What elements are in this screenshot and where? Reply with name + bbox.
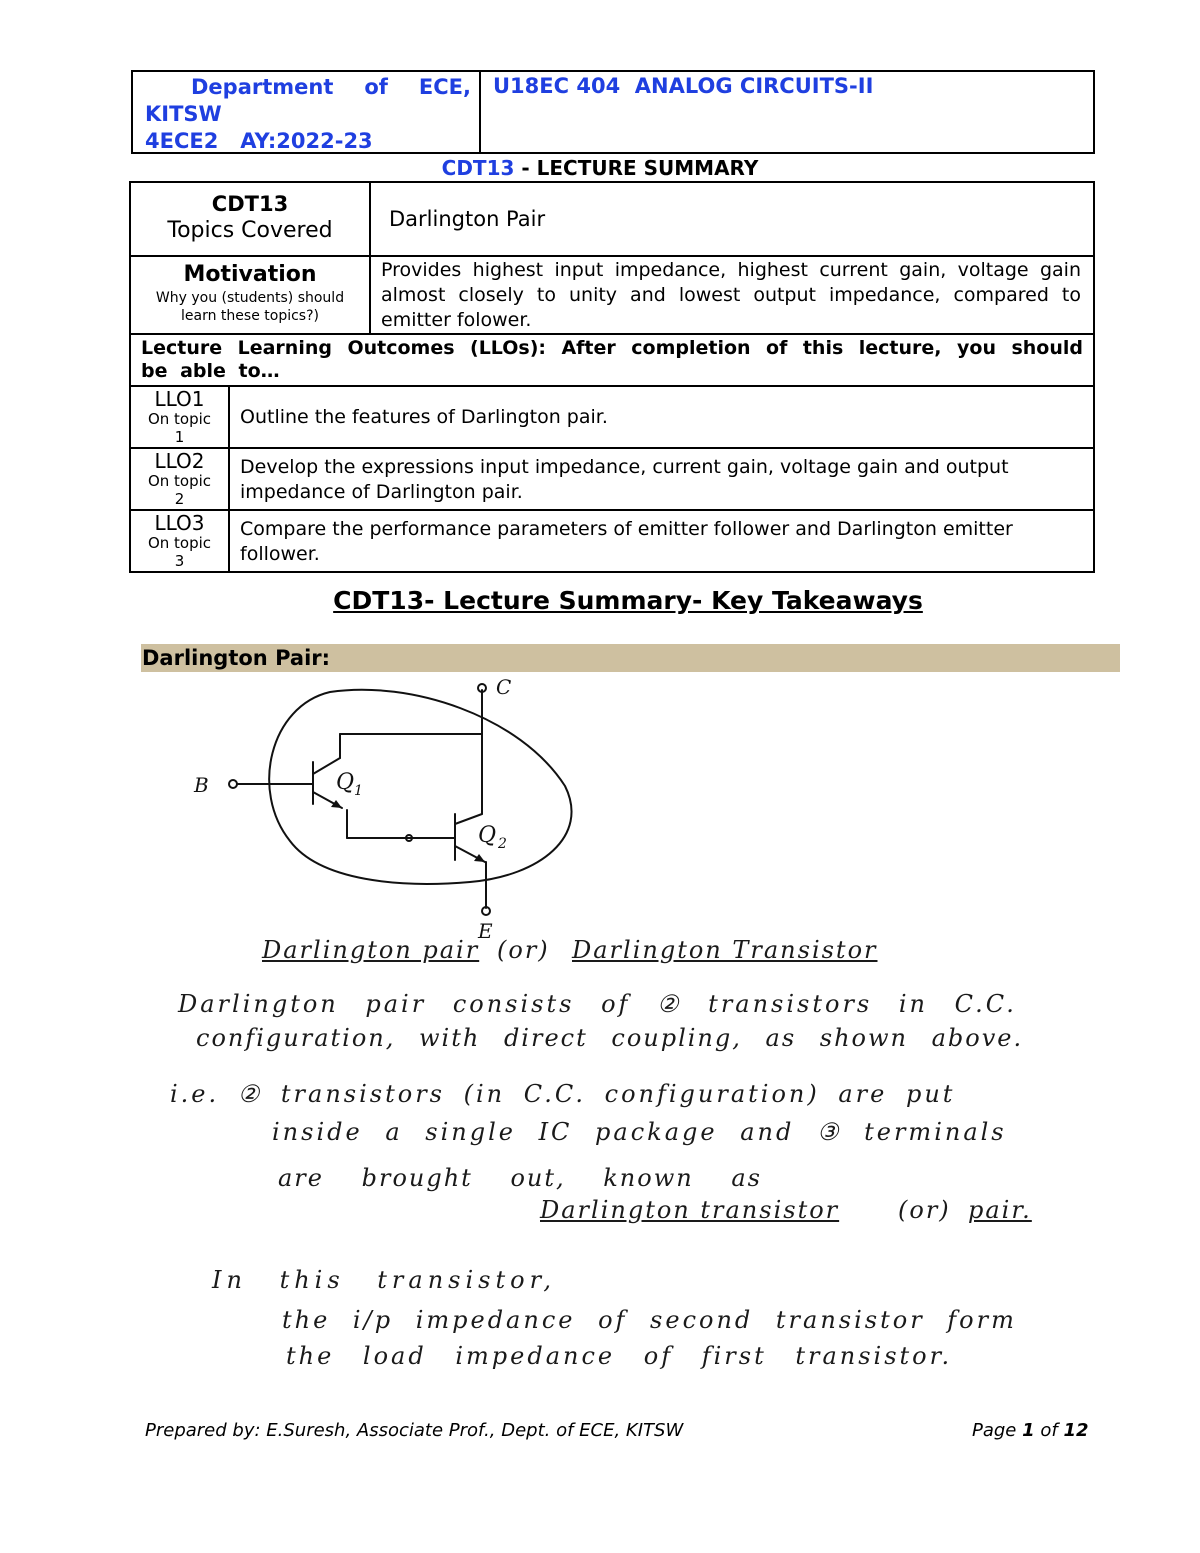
header-box <box>131 70 1095 154</box>
llo-heading: Lecture Learning Outcomes (LLOs): After completion of this lecture, you should be able to… <box>141 337 1083 382</box>
dept-line3: 4ECE2 AY:2022-23 <box>145 129 373 153</box>
llo1-on: On topic <box>147 410 212 428</box>
department-cell <box>133 72 481 152</box>
course-title: U18EC 404 ANALOG CIRCUITS-II <box>493 74 874 98</box>
motivation-text: Provides highest input impedance, highest current gain, voltage gain almost closely to unity and lowest output impedance, compared to emitter folower. <box>381 259 1081 331</box>
hw-p3-line2: the i/p impedance of second transistor form <box>282 1306 1017 1334</box>
llo3-id-cell <box>130 510 229 572</box>
q1-subscript: 1 <box>354 783 363 799</box>
motivation-cell <box>130 256 370 334</box>
page-label: Page <box>972 1420 1023 1441</box>
motivation-label: Motivation <box>183 262 317 287</box>
llo3-text: Compare the performance parameters of emitter follower and Darlington emitter follower. <box>240 518 1013 565</box>
llo1-text: Outline the features of Darlington pair. <box>240 406 608 428</box>
llo1-num: 1 <box>174 428 185 446</box>
hw-p1-line2: configuration, with direct coupling, as shown above. <box>196 1024 1024 1052</box>
summary-table <box>129 181 1095 573</box>
hw-p2-line2: inside a single IC package and ③ terminals <box>272 1118 1007 1146</box>
llo2-id: LLO2 <box>154 449 205 473</box>
page-total: 12 <box>1063 1420 1089 1441</box>
llo-heading-cell <box>130 334 1094 386</box>
hw-p2-line4a: Darlington transistor <box>540 1196 840 1224</box>
summary-rest: - LECTURE SUMMARY <box>514 156 759 180</box>
q2-subscript: 2 <box>498 836 507 852</box>
section-heading: Darlington Pair: <box>142 646 331 670</box>
llo3-on: On topic <box>147 534 212 552</box>
motivation-sub: Why you (students) should learn these topics?) <box>155 290 345 324</box>
page-num: 1 <box>1022 1420 1035 1441</box>
collector-label: C <box>496 676 512 699</box>
llo1-id: LLO1 <box>154 387 205 411</box>
lecture-summary-title <box>0 156 1200 180</box>
footer-page-number <box>972 1420 1089 1441</box>
hw-p2-line1: i.e. ② transistors (in C.C. configuration) are put <box>170 1080 956 1108</box>
motivation-text-cell <box>370 256 1094 334</box>
llo3-text-cell <box>229 510 1094 572</box>
hw-p1-line1: Darlington pair consists of ② transistors in C.C. <box>178 990 1017 1018</box>
llo2-on: On topic <box>147 472 212 490</box>
section-heading-bar <box>141 644 1120 672</box>
hw-p2-line3: are brought out, known as <box>278 1164 762 1192</box>
cdt-code: CDT13 <box>211 192 289 216</box>
llo2-num: 2 <box>174 490 185 508</box>
footer-prepared-by: Prepared by: E.Suresh, Associate Prof., Dept. of ECE, KITSW <box>145 1420 684 1441</box>
emitter-label: E <box>478 919 493 943</box>
summary-code: CDT13 <box>441 156 515 180</box>
llo1-text-cell <box>229 386 1094 448</box>
topic-cell <box>370 182 1094 256</box>
topic-name: Darlington Pair <box>389 207 546 231</box>
hw-heading-or: (or) <box>497 936 550 964</box>
llo2-id-cell <box>130 448 229 510</box>
llo3-id: LLO3 <box>154 511 205 535</box>
dept-line2: KITSW <box>145 102 222 126</box>
hw-p2-line4b: (or) <box>898 1196 951 1224</box>
q2-label: Q <box>478 823 497 848</box>
of-label: of <box>1034 1420 1064 1441</box>
llo3-num: 3 <box>174 552 185 570</box>
topics-cell <box>130 182 370 256</box>
base-label: B <box>194 773 209 797</box>
q1-emitter-arrow <box>331 800 342 808</box>
llo2-text: Develop the expressions input impedance, current gain, voltage gain and output impedance of Darlington pair. <box>240 456 1009 503</box>
darlington-diagram <box>180 676 600 946</box>
q1-label: Q <box>336 770 355 795</box>
llo2-text-cell <box>229 448 1094 510</box>
hw-p3-line3: the load impedance of first transistor. <box>286 1342 953 1370</box>
hw-heading-a: Darlington pair <box>262 936 480 964</box>
hw-heading-b: Darlington Transistor <box>572 936 878 964</box>
key-takeaways-title: CDT13- Lecture Summary- Key Takeaways <box>333 586 923 615</box>
llo1-id-cell <box>130 386 229 448</box>
topics-label: Topics Covered <box>167 218 333 243</box>
hw-p3-line1: In this transistor, <box>212 1266 557 1294</box>
hw-p2-line4c: pair. <box>968 1196 1032 1224</box>
enclosure-outline <box>269 690 571 884</box>
dept-line1: Department of ECE, <box>191 75 471 99</box>
base-terminal <box>229 780 237 788</box>
